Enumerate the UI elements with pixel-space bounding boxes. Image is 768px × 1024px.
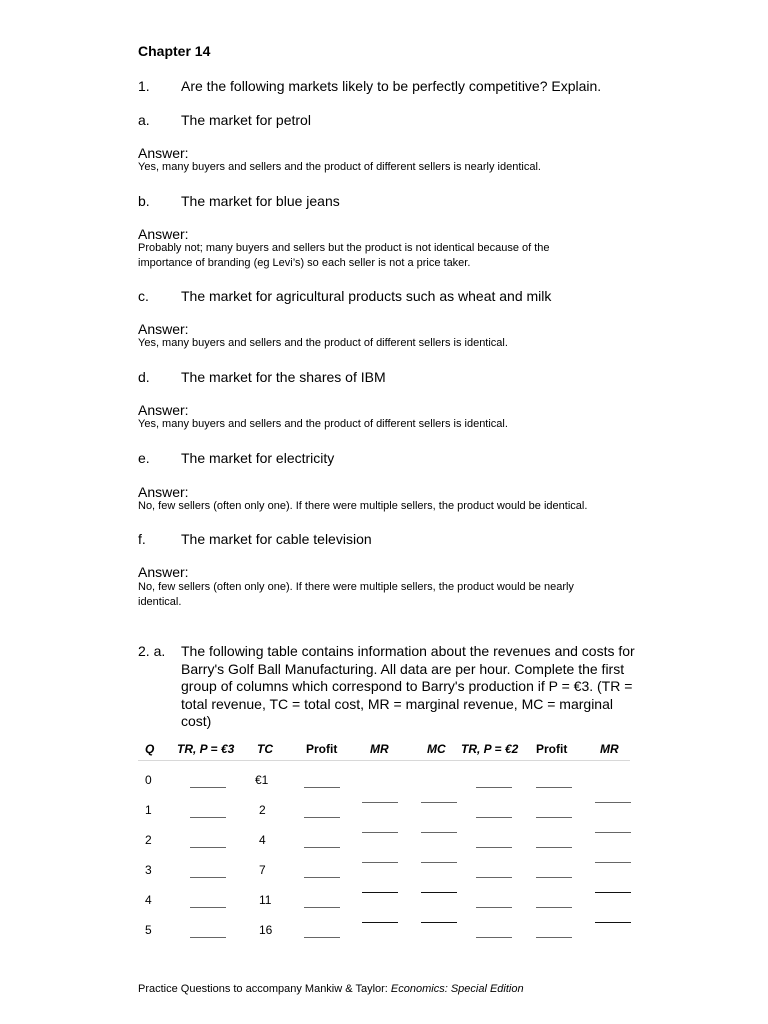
part-a-letter: a. [138, 112, 150, 128]
blank-profit-p3[interactable] [304, 937, 340, 938]
col-header-mc: MC [427, 742, 446, 756]
part-b-answer: Probably not; many buyers and sellers but the product is not identical because of the importance of branding (eg Levi’s) so each seller is not a price taker. [138, 242, 550, 269]
table-cell-q: 4 [145, 893, 152, 907]
table-cell-q: 2 [145, 833, 152, 847]
blank-profit-p2[interactable] [536, 907, 572, 908]
blank-mr-p3[interactable] [362, 832, 398, 833]
blank-mc[interactable] [421, 802, 457, 803]
blank-mr-p2[interactable] [595, 922, 631, 923]
blank-mr-p3[interactable] [362, 892, 398, 893]
blank-profit-p2[interactable] [536, 847, 572, 848]
col-header-mr-p2: MR [600, 742, 619, 756]
col-header-mr-p3: MR [370, 742, 389, 756]
blank-tr-p2[interactable] [476, 817, 512, 818]
col-header-tr-p3: TR, P = €3 [177, 742, 235, 756]
col-header-profit-p2: Profit [536, 742, 568, 756]
part-c-text: The market for agricultural products such as wheat and milk [181, 288, 552, 304]
blank-mc[interactable] [421, 862, 457, 863]
blank-tr-p3[interactable] [190, 907, 226, 908]
part-e-letter: e. [138, 450, 150, 466]
blank-tr-p3[interactable] [190, 877, 226, 878]
blank-profit-p2[interactable] [536, 787, 572, 788]
question-1-text: Are the following markets likely to be perfectly competitive? Explain. [181, 78, 602, 94]
part-f-text: The market for cable television [181, 531, 372, 547]
answer-label: Answer: [138, 321, 189, 337]
question-2-text: The following table contains information about the revenues and costs for Barry's Golf Ball Manufacturing. All data are per hour. Complete the first group of columns which correspond to Barry's production if P = €3. (TR = total revenue, TC = total cost, MR = marginal revenue, MC = marginal cost) [181, 643, 635, 729]
part-b-letter: b. [138, 193, 150, 209]
blank-tr-p3[interactable] [190, 787, 226, 788]
question-2-number: 2. a. [138, 643, 166, 659]
blank-tr-p2[interactable] [476, 847, 512, 848]
blank-tr-p2[interactable] [476, 907, 512, 908]
blank-tr-p3[interactable] [190, 817, 226, 818]
blank-profit-p2[interactable] [536, 817, 572, 818]
part-d-answer: Yes, many buyers and sellers and the product of different sellers is identical. [138, 418, 508, 430]
blank-tr-p2[interactable] [476, 787, 512, 788]
part-e-text: The market for electricity [181, 450, 335, 466]
table-cell-q: 0 [145, 773, 152, 787]
blank-mc[interactable] [421, 922, 457, 923]
table-cell-tc: €1 [255, 773, 269, 787]
blank-profit-p2[interactable] [536, 877, 572, 878]
blank-mr-p2[interactable] [595, 832, 631, 833]
table-cell-q: 3 [145, 863, 152, 877]
blank-profit-p3[interactable] [304, 877, 340, 878]
part-a-answer: Yes, many buyers and sellers and the product of different sellers is nearly identical. [138, 161, 541, 173]
part-d-letter: d. [138, 369, 150, 385]
blank-mc[interactable] [421, 892, 457, 893]
blank-tr-p2[interactable] [476, 877, 512, 878]
blank-profit-p3[interactable] [304, 907, 340, 908]
table-cell-tc: 7 [259, 863, 266, 877]
blank-tr-p2[interactable] [476, 937, 512, 938]
blank-profit-p3[interactable] [304, 847, 340, 848]
part-c-answer: Yes, many buyers and sellers and the product of different sellers is identical. [138, 337, 508, 349]
blank-profit-p2[interactable] [536, 937, 572, 938]
part-b-text: The market for blue jeans [181, 193, 340, 209]
blank-mr-p3[interactable] [362, 802, 398, 803]
footer-book-title: Economics: Special Edition [390, 983, 524, 995]
chapter-title: Chapter 14 [138, 43, 211, 59]
col-header-tc: TC [257, 742, 273, 756]
col-header-q: Q [145, 742, 155, 756]
col-header-profit-p3: Profit [306, 742, 338, 756]
col-header-tr-p2: TR, P = €2 [461, 742, 519, 756]
table-cell-q: 1 [145, 803, 152, 817]
page-footer [138, 983, 524, 995]
part-a-text: The market for petrol [181, 112, 311, 128]
part-e-answer: No, few sellers (often only one). If there were multiple sellers, the product would be identical. [138, 500, 588, 512]
question-1-number: 1. [138, 78, 150, 94]
blank-mr-p2[interactable] [595, 802, 631, 803]
table-cell-tc: 4 [259, 833, 266, 847]
footer-prefix: Practice Questions to accompany Mankiw & Taylor: [138, 983, 391, 995]
part-c-letter: c. [138, 288, 149, 304]
blank-mr-p3[interactable] [362, 862, 398, 863]
blank-tr-p3[interactable] [190, 937, 226, 938]
answer-label: Answer: [138, 564, 189, 580]
part-d-text: The market for the shares of IBM [181, 369, 386, 385]
table-header-rule [138, 760, 630, 761]
part-f-letter: f. [138, 531, 146, 547]
blank-profit-p3[interactable] [304, 787, 340, 788]
part-f-answer: No, few sellers (often only one). If there were multiple sellers, the product would be nearly identical. [138, 581, 574, 608]
blank-mc[interactable] [421, 832, 457, 833]
answer-label: Answer: [138, 226, 189, 242]
table-cell-tc: 16 [259, 923, 273, 937]
table-cell-tc: 2 [259, 803, 266, 817]
table-cell-q: 5 [145, 923, 152, 937]
blank-profit-p3[interactable] [304, 817, 340, 818]
blank-mr-p2[interactable] [595, 892, 631, 893]
blank-tr-p3[interactable] [190, 847, 226, 848]
blank-mr-p3[interactable] [362, 922, 398, 923]
answer-label: Answer: [138, 145, 189, 161]
blank-mr-p2[interactable] [595, 862, 631, 863]
table-cell-tc: 11 [259, 893, 272, 907]
answer-label: Answer: [138, 402, 189, 418]
answer-label: Answer: [138, 484, 189, 500]
